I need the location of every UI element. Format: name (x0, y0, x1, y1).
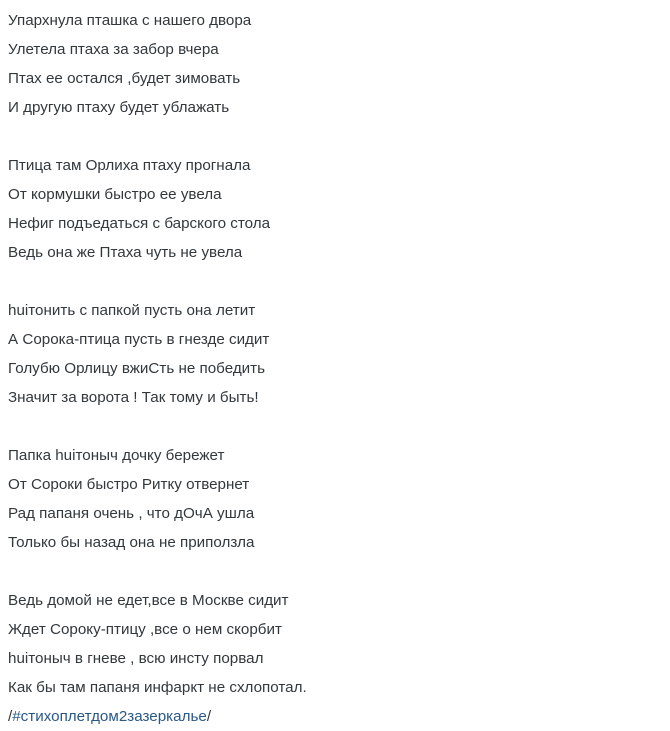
stanza-spacer (8, 557, 656, 586)
poem-text (8, 6, 656, 731)
hashtag-link[interactable]: #стихоплетдом2зазеркалье (12, 708, 207, 725)
stanza-spacer (8, 122, 656, 151)
poem-stanza (8, 296, 656, 412)
stanza-spacer (8, 267, 656, 296)
poem-line: И другую птаху будет ублажать (8, 99, 230, 116)
poem-line: Рад папаня очень , что дОчА ушла (8, 505, 255, 522)
poem-line: Упархнула пташка с нашего двора (8, 12, 252, 29)
poem-line: А Сорока-птица пусть в гнезде сидит (8, 331, 270, 348)
poem-stanza (8, 441, 656, 557)
hashtag-suffix-slash: / (206, 708, 212, 725)
poem-line: Птах ее остался ,будет зимовать (8, 70, 241, 87)
poem-line: huiтонить с папкой пусть она летит (8, 302, 256, 319)
hashtag-prefix-slash: / (8, 708, 13, 725)
stanza-spacer (8, 412, 656, 441)
poem-stanza (8, 151, 656, 267)
poem-line: Голубю Орлицу вжиСть не победить (8, 360, 266, 377)
poem-line: От Сороки быстро Ритку отвернет (8, 476, 250, 493)
poem-line: Ведь домой не едет,все в Москве сидит (8, 592, 289, 609)
poem-line: Птица там Орлиха птаху прогнала (8, 157, 251, 174)
poem-line: huiтоныч в гневе , всю инсту порвал (8, 650, 264, 667)
poem-line: От кормушки быстро ее увела (8, 186, 222, 203)
hashtag-line (8, 702, 656, 731)
poem-line: Папка huiтоныч дочку бережет (8, 447, 225, 464)
poem-line: Ведь она же Птаха чуть не увела (8, 244, 243, 261)
poem-stanza (8, 586, 656, 702)
poem-stanza (8, 6, 656, 122)
poem-line: Только бы назад она не приползла (8, 534, 255, 551)
poem-line: Нефиг подъедаться с барского стола (8, 215, 271, 232)
poem-line: Как бы там папаня инфаркт не схлопотал. (8, 679, 307, 696)
poem-line: Ждет Сороку-птицу ,все о нем скорбит (8, 621, 282, 638)
poem-line: Улетела птаха за забор вчера (8, 41, 219, 58)
poem-line: Значит за ворота ! Так тому и быть! (8, 389, 259, 406)
